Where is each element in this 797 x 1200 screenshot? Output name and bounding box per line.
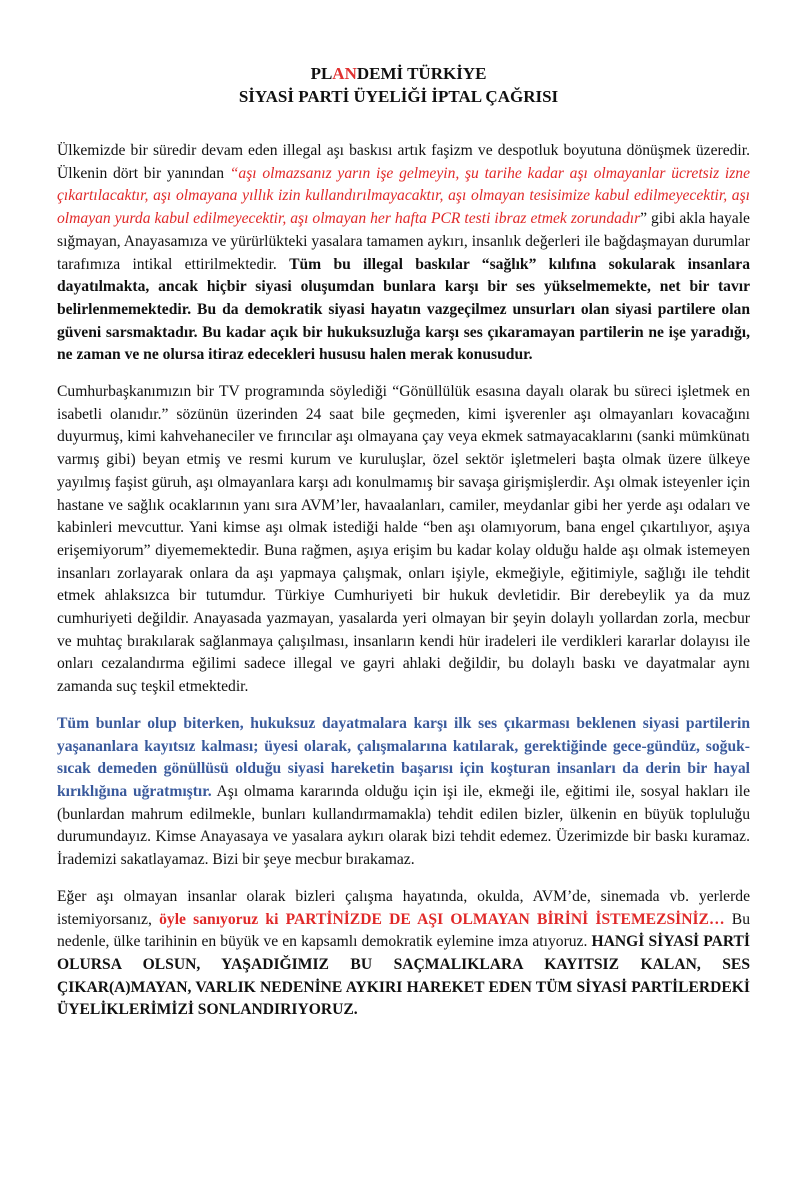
document-title — [0, 62, 797, 108]
p3-blue-statement: Tüm bunlar olup biterken, hukuksuz dayatmalara karşı ilk ses çıkarması beklenen siyasi partilerin yaşananlara kayıtsız kalması; üyesi olarak, çalışmalarına katılarak, gerektiğinde gece-gündüz, soğuk-sıcak demeden gönüllüsü olduğu siyasi hareketin başarısı için koşturan insanları da derin bir hayal kırıklığına uğratmıştır. — [57, 714, 750, 800]
p1-intro: Ülkemizde bir süredir devam eden illegal aşı baskısı artık faşizm ve despotluk boyutuna dönüşmek üzeredir. Ülkenin dört bir yanından — [57, 142, 750, 182]
paragraph-1 — [57, 140, 750, 367]
p1-quote: “aşı olmazsanız yarın işe gelmeyin, şu tarihe kadar aşı olmayanlar ücretsiz izne çıkartılacaktır, aşı olmayana yıllık izin kullandırılmayacaktır, aşı olmayan tesisimize kabul edilmeyecektir, aşı olmayan yurda kabul edilmeyecektir, aşı olmayan her hafta PCR testi ibraz etmek zorundadır — [57, 164, 750, 228]
document-body — [57, 140, 750, 1036]
p4-middle: Bu nedenle, ülke tarihinin en büyük ve en kapsamlı demokratik eylemine imza atıyoruz. — [57, 910, 750, 951]
p3-rest: Aşı olmama kararında olduğu için işi ile, ekmeği ile, eğitimi ile, sosyal hakları ile (bunlardan mahrum edilmekle, bunları kullandırmamakla) tehdit edilen bizler, ülkenin en büyük topluluğu durumundayız. Kimse Anayasaya ve yasalara aykırı olarak bizi tehdit edemez. Üzerimizde bir baskı kuramaz. İrademizi sakatlayamaz. Bizi bir şeye mecbur bırakamaz. — [57, 782, 750, 869]
p1-bold-statement: Tüm bu illegal baskılar “sağlık” kılıfına sokularak insanlara dayatılmakta, ancak hiçbir siyasi oluşumdan bunlara karşı bir ses yükselmemekte, net bir tavır belirlenmemektedir. Bu da demokratik siyasi hayatın vazgeçilmez unsurları olan siyasi partilere olan güveni sarsmaktadır. Bu kadar açık bir hukuksuzluğa karşı ses çıkaramayan partilerin ne işe yaradığı, ne zaman ve ne olursa itiraz edecekleri hususu halen merak konusudur. — [57, 255, 750, 364]
paragraph-4 — [57, 886, 750, 1022]
title-red-letters: AN — [332, 64, 357, 83]
p4-bold-declaration: HANGİ SİYASİ PARTİ OLURSA OLSUN, YAŞADIĞIMIZ BU SAÇMALIKLARA KAYITSIZ KALAN, SES ÇIKAR(A)MAYAN, VARLIK NEDENİNE AYKIRI HAREKET EDEN TÜM SİYASİ PARTİLERDEKİ ÜYELİKLERİMİZİ SONLANDIRIYORUZ. — [57, 933, 751, 1019]
p4-red-statement: öyle sanıyoruz ki PARTİNİZDE DE AŞI OLMAYAN BİRİNİ İSTEMEZSİNİZ… — [159, 910, 725, 928]
title-line-1 — [0, 62, 797, 85]
title-line-2: SİYASİ PARTİ ÜYELİĞİ İPTAL ÇAĞRISI — [238, 87, 559, 106]
p4-intro: Eğer aşı olmayan insanlar olarak bizleri çalışma hayatında, okulda, AVM’de, sinemada vb. yerlerde istemiyorsanız, — [57, 887, 750, 928]
title-prefix: PL — [310, 64, 333, 83]
title-rest: DEMİ TÜRKİYE — [356, 64, 487, 83]
paragraph-2: Cumhurbaşkanımızın bir TV programında söylediği “Gönüllülük esasına dayalı olarak bu süreci işletmek en isabetli olanıdır.” sözünün üzerinden 24 saat bile geçmeden, kimi işverenler aşı olmayanları kovacağını duyurmuş, kimi kahvehaneciler ve fırıncılar aşı olmayana çay veya ekmek satmayacaklarını (sanki mümkünatı varmış gibi) beyan etmiş ve resmi kurum ve kuruluşlar, özel sektör işletmeleri başta olmak üzere ülkeye yayılmış faşist güruh, aşı olmayanlara karşı adı konulmamış bir savaşa girişmişlerdir. Aşı olmak isteyenler için hastane ve sağlık ocaklarının yanı sıra AVM’ler, havaalanları, camiler, meydanlar gibi her yerde aşı odaları ve kabinleri mevcuttur. Yani kimse aşı olmak istediği halde “ben aşı olamıyorum, bana engel çıkartılıyor, aşıya erişemiyorum” diyememektedir. Buna rağmen, aşıya erişim bu kadar kolay olduğu halde aşı olmak istemeyen insanları zorlayarak onlara da aşı yapmaya çalışmak, onları işiyle, ekmeğiyle, eğitimiyle, sağlığı ile tehdit etmek ahlaksızca bir tutumdur. Türkiye Cumhuriyeti bir hukuk devletidir. Bir derebeylik ya da muz cumhuriyeti değildir. Anayasada yazmayan, yasalarda yeri olmayan bir şeyin dolaylı yollardan zorla, mecbur ve muhtaç bırakılarak sağlanmaya çalışılması, insanların kendi hür iradeleri ile verdikleri kararlar dolayısı ile onları cezalandırma eğilimi sadece illegal ve gayri ahlaki değildir, bu dolaylı baskı ve dayatmalar aynı zamanda suç teşkil etmektedir. — [57, 383, 750, 696]
paragraph-3 — [57, 713, 750, 872]
p1-middle: ” gibi akla hayale sığmayan, Anayasamıza ve yürürlükteki yasalara tamamen aykırı, insanlık değerleri ile bağdaşmayan durumlar tarafımıza intikal ettirilmektedir. — [57, 210, 750, 273]
